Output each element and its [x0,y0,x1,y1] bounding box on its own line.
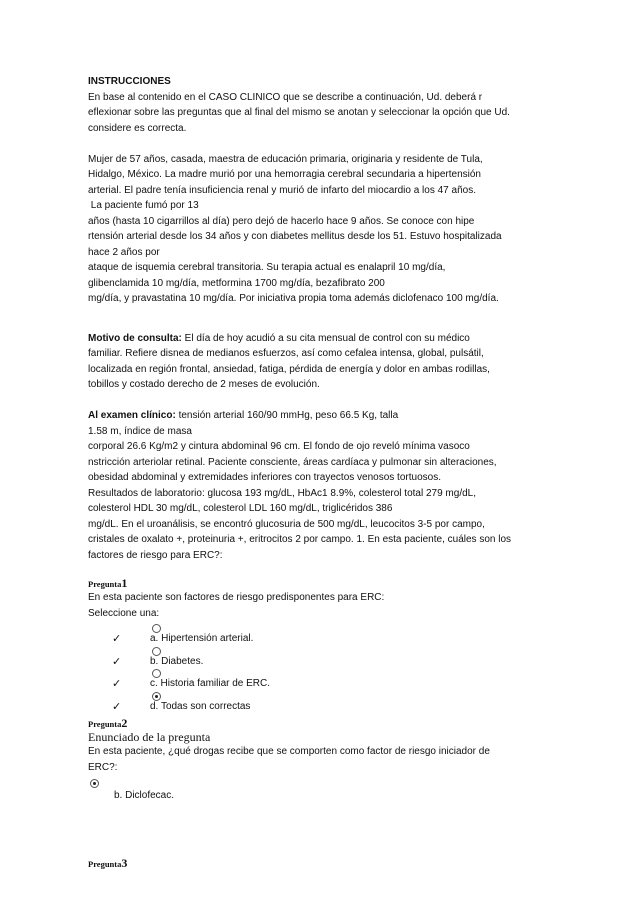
question-label: Pregunta [88,719,122,729]
examen-line: cristales de oxalato +, proteinuria +, eritrocitos 2 por campo. 1. En esta paciente, cuáles son los [88,534,512,545]
examen-label: Al examen clínico: [88,410,176,421]
case-line: ataque de isquemia cerebral transitoria. Su terapia actual es enalapril 10 mg/día, [88,262,446,273]
motivo-first-line [88,331,546,347]
motivo-line: localizada en región frontal, ansiedad, fatiga, pérdida de energía y dolor en ambas rodillas, [88,363,490,375]
question-2-line: En esta paciente, ¿qué drogas recibe que se comporten como factor de riesgo iniciador de [88,746,490,757]
answer-label: b. Diclofecac. [114,790,175,801]
examen-text: tensión arterial 160/90 mmHg, peso 66.5 Kg, talla [175,410,399,421]
case-line: rtensión arterial desde los 34 años y con diabetes mellitus desde los 51. Estuvo hospitalizada [88,231,502,242]
examen-line: Resultados de laboratorio: glucosa 193 mg/dL, HbAc1 8.9%, colesterol total 279 mg/dL, [88,487,477,499]
examen-first-line [88,408,546,424]
option-d[interactable] [88,695,546,718]
instructions-line: En base al contenido en el CASO CLINICO que se describe a continuación, Ud. deberá r [88,91,483,103]
check-icon: ✓ [112,655,122,668]
instructions-title: INSTRUCCIONES [88,76,171,87]
instructions-line: eflexionar sobre las preguntas que al final del mismo se anotan y seleccionar la opción que Ud. [88,107,510,118]
question-2-answer[interactable] [88,779,546,809]
case-line: arterial. El padre tenía insuficiencia renal y murió de infarto del miocardio a los 47 años. [88,184,476,196]
examen-line: colesterol HDL 30 mg/dL, colesterol LDL 160 mg/dL, triglicéridos 386 [88,503,393,514]
question-label: Pregunta [88,859,122,869]
motivo-line: tobillos y costado derecho de 2 meses de evolución. [88,379,320,390]
option-label: c. Historia familiar de ERC. [150,678,271,689]
question-2-line: ERC?: [88,761,118,773]
check-icon: ✓ [112,678,122,690]
radio-button-selected[interactable] [90,779,99,788]
radio-button[interactable] [152,669,161,678]
option-label: a. Hipertensión arterial. [150,633,254,644]
examen-line: obesidad abdominal y extremidades inferiores con trayectos venosos tortuosos. [88,472,441,483]
examen-line: factores de riesgo para ERC?: [88,549,223,561]
case-line: mg/día, y pravastatina 10 mg/día. Por iniciativa propia toma además diclofenaco 100 mg/día. [88,293,499,304]
question-1-text: En esta paciente son factores de riesgo predisponentes para ERC: [88,592,385,603]
question-2-enunciado: Enunciado de la pregunta [88,730,211,744]
option-label: d. Todas son correctas [150,700,251,712]
select-one-label: Seleccione una: [88,607,160,619]
radio-button[interactable] [152,624,161,633]
examen-line: 1.58 m, índice de masa [88,425,192,437]
instructions-line: considere es correcta. [88,122,187,134]
case-line: años (hasta 10 cigarrillos al día) pero dejó de hacerlo hace 9 años. Se conoce con hipe [88,215,475,227]
option-label: b. Diabetes. [150,655,204,667]
question-2-heading [88,717,546,730]
examen-line: mg/dL. En el uroanálisis, se encontró glucosuria de 500 mg/dL, leucocitos 3-5 por campo, [88,518,485,530]
check-icon: ✓ [112,633,122,645]
question-number: 1 [121,576,128,590]
document-page [88,74,546,870]
motivo-line: familiar. Refiere disnea de medianos esfuerzos, así como cefalea intensa, global, pulsátil, [88,348,484,359]
motivo-label: Motivo de consulta: [88,332,182,344]
case-line: La paciente fumó por 13 [88,200,199,211]
radio-button-selected[interactable] [152,692,161,701]
case-line: glibenclamida 10 mg/día, metformina 1700 mg/día, bezafibrato 200 [88,277,385,289]
question-number: 3 [121,856,128,870]
case-line: hace 2 años por [88,246,160,258]
motivo-text: El día de hoy acudió a su cita mensual de control con su médico [181,332,470,344]
question-number: 2 [121,716,128,730]
case-line: Hidalgo, México. La madre murió por una hemorragia cerebral secundaria a hipertensión [88,169,481,180]
radio-button[interactable] [152,647,161,656]
examen-line: nstricción arteriolar retinal. Paciente consciente, áreas cardíaca y pulmonar sin alteraciones, [88,456,497,468]
case-line: Mujer de 57 años, casada, maestra de educación primaria, originaria y residente de Tula, [88,153,483,165]
examen-line: corporal 26.6 Kg/m2 y cintura abdominal 96 cm. El fondo de ojo reveló mínima vasoco [88,441,470,452]
question-1-heading [88,577,546,590]
question-3-heading [88,857,546,870]
question-label: Pregunta [88,579,122,589]
check-icon: ✓ [112,700,122,713]
